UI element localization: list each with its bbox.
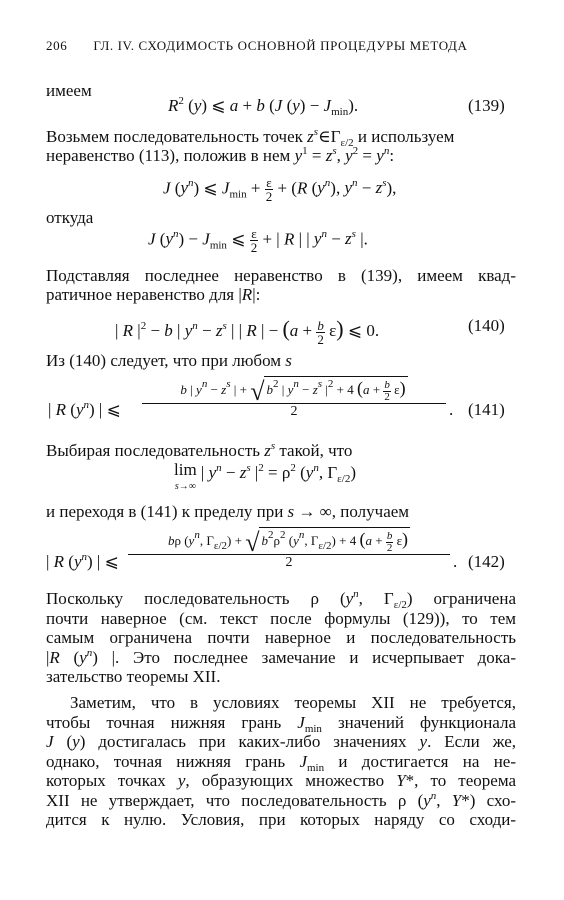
equation-141-fraction: b | $y^n - z^s$ | + √ $b^2$ | $y^n - z^s$ $|^2 + 4$ (a + $\frac{b}{2}$ ε) 2 (142, 376, 446, 420)
text-imeem: имеем (46, 81, 92, 100)
paragraph-substitute-line1: Подставляя последнее неравенство в (139), имеем квад- (46, 266, 516, 285)
equation-number-141: (141) (468, 400, 505, 419)
page-number: 206 (46, 38, 68, 53)
equation-J-inequality: J $(y^n)$ ⩽ $J_{min}$ + $\frac{\varepsilon}{2}$ + (R $(y^n)$, $y^n - z^s$), (163, 175, 397, 204)
running-title: ГЛ. IV. СХОДИМОСТЬ ОСНОВНОЙ ПРОЦЕДУРЫ МЕТОДА (93, 38, 468, 53)
equation-number-142: (142) (468, 552, 505, 571)
paragraph-from-140: Из (140) следует, что при любом s (46, 351, 292, 370)
paragraph-sequence-line1: Возьмем последовательность точек $z^s\in\Gamma_{\varepsilon/2}$ и используем (46, 126, 455, 149)
paragraph-note-line6: XII не утверждает, что последовательность ρ ($y^n$, Y*) схо- (46, 790, 516, 810)
paragraph-note-line1: Заметим, что в условиях теоремы XII не требуется, (70, 693, 516, 712)
equation-142-fraction: bρ ($y^n$, $\Gamma_{\varepsilon/2}$) + √ $b^2\rho^2$ ($y^n$, $\Gamma_{\varepsilon/2}) + 4$ (a + $\frac{b}{2}$ ε) 2 (128, 527, 450, 571)
text-otkuda: откуда (46, 208, 94, 227)
equation-limit: lim s→∞ | $y^n - z^s$ $|^2 = \rho^2$ ($y^n$, $\Gamma_{\varepsilon/2}$) (174, 460, 357, 492)
running-header (46, 38, 516, 58)
paragraph-note-line3: J (y) достигалась при каких-либо значениях y. Если же, (46, 732, 517, 751)
equation-139: $R^2$ (y) ⩽ a + b (J $(y) - J_{min}$). (168, 95, 359, 118)
paragraph-since-line3: самым ограничена почти наверное и последовательность (46, 628, 516, 647)
paragraph-since-line4: |R $(y^n)$ |. Это последнее замечание и исчерпывает дока- (46, 647, 516, 667)
paragraph-since-line1: Поскольку последовательность ρ ($y^n$, $\Gamma_{\varepsilon/2}$) ограничена (46, 588, 516, 611)
paragraph-since-line2: почти наверное (см. текст после формулы (129)), то тем (46, 609, 516, 628)
equation-141-lhs: | R $(y^n)$ | ⩽ (48, 399, 121, 419)
paragraph-note-line4: однако, точная нижняя грань $J_{min}$ и достигается на не- (46, 752, 517, 774)
equation-number-139: (139) (468, 96, 505, 115)
paragraph-passing-limit: и переходя в (141) к пределу при s → ∞, получаем (46, 502, 410, 521)
paragraph-since-line5: зательство теоремы XII. (46, 667, 221, 686)
equation-142-lhs: | R $(y^n)$ | ⩽ (46, 551, 119, 571)
paragraph-note-line2: чтобы точная нижняя грань $J_{min}$ значений функционала (46, 713, 517, 735)
equation-140: | R $|^2 - b$ | $y^n - z^s$ | | R | − (a + $\frac{b}{2}$ ε) ⩽ 0. (115, 316, 380, 347)
paragraph-choosing: Выбирая последовательность $z^s$ такой, что (46, 440, 353, 460)
paragraph-note-line7: дится к нулю. Условия, при которых наряду со сходи- (46, 810, 516, 829)
equation-number-140: (140) (468, 316, 505, 335)
paragraph-note-line5: которых точках y, образующих множество Y*, то теорема (46, 771, 517, 790)
equation-J-difference: J $(y^n) - J_{min}$ ⩽ $\frac{\varepsilon}{2}$ + | R | | $y^n - z^s$ |. (148, 226, 368, 255)
paragraph-sequence-line2: неравенство (113), положив в нем $y^1 = z^s$, $y^2 = y^n$: (46, 145, 395, 165)
equation-142-period: . (453, 552, 458, 571)
paragraph-substitute-line2: ратичное неравенство для |R|: (46, 285, 261, 304)
equation-141-period: . (449, 400, 454, 419)
